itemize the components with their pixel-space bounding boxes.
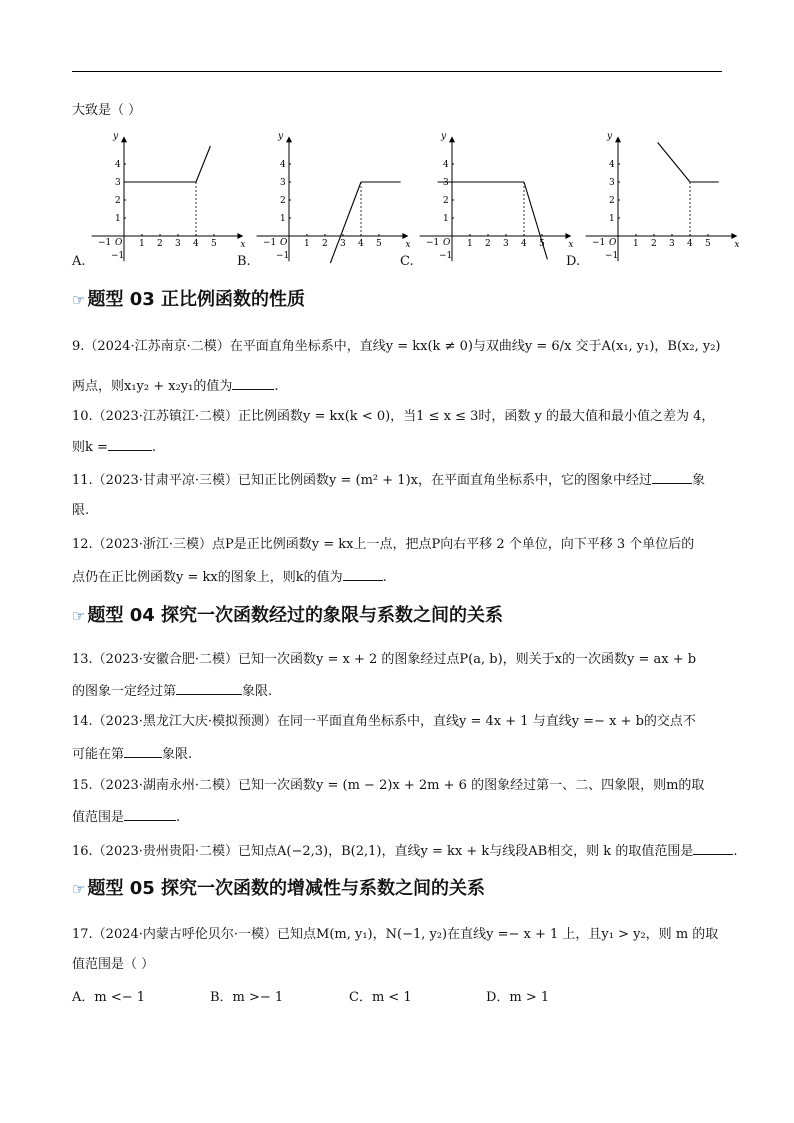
question-16-line-1: 16.（2023·贵州贵阳·二模）已知点A(−2,3)，B(2,1)，直线y = kx + k与线段AB相交，则 k 的取值范围是 .	[72, 844, 738, 859]
x-tick-label: −1	[263, 238, 277, 248]
graph-segment	[524, 182, 547, 259]
origin-label: O	[443, 238, 451, 248]
section-heading-03: ☞ 题型 03 正比例函数的性质	[72, 289, 306, 310]
question-15-line-1: 15.（2023·湖南永州·二模）已知一次函数y = (m − 2)x + 2m + 6 的图象经过第一、二、四象限，则m的取	[72, 778, 705, 793]
graph-segment	[658, 142, 690, 182]
question-12-line-1: 12.（2023·浙江·三模）点P是正比例函数y = kx上一点，把点P向右平移 2 个单位，向下平移 3 个单位后的	[72, 537, 695, 552]
y-tick-label: 4	[609, 160, 615, 170]
x-tick-label: 1	[304, 239, 310, 249]
answer-blank[interactable]	[124, 808, 176, 821]
graph-c[interactable]	[400, 126, 574, 269]
y-tick-label: 4	[443, 160, 449, 170]
x-tick-label: 3	[503, 239, 509, 249]
pointing-hand-icon: ☞	[72, 607, 86, 625]
origin-label: O	[280, 238, 288, 248]
graph-segment	[330, 182, 361, 263]
x-tick-label: 3	[340, 239, 346, 249]
header-rule	[72, 71, 722, 72]
section-heading-05: ☞ 题型 05 探究一次函数的增减性与系数之间的关系	[72, 878, 486, 899]
y-tick-label: 3	[280, 178, 286, 188]
question-11-line-1: 11.（2023·甘肃平凉·三模）已知正比例函数y = (m² + 1)x，在平面直角坐标系中，它的图象中经过 象	[72, 473, 705, 488]
answer-blank[interactable]	[124, 745, 162, 758]
option-label-c: C.	[400, 254, 414, 269]
question-14-line-1: 14.（2023·黑龙江大庆·模拟预测）在同一平面直角坐标系中，直线y = 4x + 1 与直线y =− x + b的交点不	[72, 714, 696, 729]
question-15-line-2: 值范围是 .	[72, 810, 181, 825]
question-17-line-1: 17.（2024·内蒙古呼伦贝尔·一模）已知点M(m, y₁)，N(−1, y₂)在直线y =− x + 1 上，且y₁ > y₂，则 m 的取	[72, 927, 719, 942]
x-tick-label: −1	[592, 238, 606, 248]
choice-d[interactable]: D．m > 1	[486, 990, 550, 1005]
graph-segment	[196, 146, 210, 182]
x-tick-label: 2	[157, 239, 163, 249]
x-axis-label: x	[405, 240, 411, 250]
x-tick-label: −1	[426, 238, 440, 248]
x-tick-label: 3	[669, 239, 675, 249]
choice-a[interactable]: A．m <− 1	[72, 990, 146, 1005]
option-label-d: D.	[566, 254, 581, 269]
pointing-hand-icon: ☞	[72, 880, 86, 898]
question-10-line-1: 10.（2023·江苏镇江·二模）正比例函数y = kx(k < 0)，当1 ≤ x ≤ 3时，函数 y 的最大值和最小值之差为 4，	[72, 409, 715, 424]
y-tick-label: −1	[276, 251, 290, 261]
y-tick-label: 1	[443, 214, 449, 224]
question-10-line-2: 则k = .	[72, 440, 157, 455]
graph-d[interactable]	[566, 126, 740, 269]
origin-label: O	[609, 238, 617, 248]
x-tick-label: 4	[358, 239, 364, 249]
option-label-a: A.	[72, 254, 86, 269]
y-tick-label: 2	[609, 196, 615, 206]
question-17-line-2: 值范围是（ ）	[72, 957, 155, 972]
x-tick-label: 2	[485, 239, 491, 249]
x-tick-label: 4	[193, 239, 199, 249]
y-tick-label: −1	[439, 251, 453, 261]
y-tick-label: 4	[115, 160, 121, 170]
y-tick-label: 3	[443, 178, 449, 188]
choice-b[interactable]: B．m >− 1	[210, 990, 284, 1005]
y-tick-label: 1	[115, 214, 121, 224]
x-tick-label: 5	[376, 239, 382, 249]
answer-blank[interactable]	[343, 568, 383, 581]
x-axis-label: x	[734, 240, 740, 250]
x-tick-label: −1	[98, 238, 112, 248]
y-axis-label: y	[113, 131, 119, 142]
x-tick-label: 1	[467, 239, 473, 249]
y-axis-arrow	[286, 136, 292, 142]
y-axis-arrow	[449, 136, 455, 142]
y-tick-label: 2	[443, 196, 449, 206]
x-tick-label: 1	[139, 239, 145, 249]
y-tick-label: 3	[609, 178, 615, 188]
x-tick-label: 4	[687, 239, 693, 249]
choice-c[interactable]: C．m < 1	[349, 990, 412, 1005]
y-tick-label: 2	[280, 196, 286, 206]
x-tick-label: 5	[705, 239, 711, 249]
origin-label: O	[115, 238, 123, 248]
y-axis-arrow	[615, 136, 621, 142]
x-axis-arrow	[731, 233, 737, 239]
answer-blank[interactable]	[108, 438, 152, 451]
question-9-line-2: 两点，则x₁y₂ + x₂y₁的值为 .	[72, 379, 279, 394]
y-axis-arrow	[121, 136, 127, 142]
option-label-b: B.	[237, 254, 251, 269]
y-tick-label: 2	[115, 196, 121, 206]
y-axis-label: y	[278, 131, 284, 142]
answer-blank[interactable]	[652, 471, 692, 484]
x-tick-label: 3	[175, 239, 181, 249]
pointing-hand-icon: ☞	[72, 291, 86, 309]
graph-b[interactable]	[237, 126, 411, 269]
y-tick-label: −1	[111, 251, 125, 261]
section-heading-04: ☞ 题型 04 探究一次函数经过的象限与系数之间的关系	[72, 605, 504, 626]
question-13-line-1: 13.（2023·安徽合肥·二模）已知一次函数y = x + 2 的图象经过点P(a, b)，则关于x的一次函数y = ax + b	[72, 652, 697, 667]
x-axis-label: x	[568, 240, 574, 250]
question-11-line-2: 限.	[72, 503, 90, 518]
y-tick-label: 1	[609, 214, 615, 224]
y-tick-label: −1	[605, 251, 619, 261]
graph-a[interactable]	[72, 126, 246, 269]
y-axis-label: y	[607, 131, 613, 142]
graph-options	[72, 126, 740, 272]
question-9-line-1: 9.（2024·江苏南京·二模）在平面直角坐标系中，直线y = kx(k ≠ 0)与双曲线y = 6/x 交于A(x₁, y₁)，B(x₂, y₂)	[72, 339, 721, 354]
answer-blank[interactable]	[232, 377, 274, 390]
x-tick-label: 1	[633, 239, 639, 249]
x-tick-label: 2	[322, 239, 328, 249]
x-tick-label: 5	[211, 239, 217, 249]
intro-text: 大致是（ ）	[72, 103, 142, 118]
question-13-line-2: 的图象一定经过第 象限.	[72, 684, 273, 699]
x-axis-label: x	[240, 240, 246, 250]
x-tick-label: 5	[539, 239, 545, 249]
x-tick-label: 4	[521, 239, 527, 249]
x-tick-label: 2	[651, 239, 657, 249]
answer-blank[interactable]	[176, 682, 242, 695]
question-14-line-2: 可能在第 象限.	[72, 747, 193, 762]
question-12-line-2: 点仍在正比例函数y = kx的图象上，则k的值为 .	[72, 570, 387, 585]
y-tick-label: 4	[280, 160, 286, 170]
answer-blank[interactable]	[693, 842, 733, 855]
y-axis-label: y	[441, 131, 447, 142]
y-tick-label: 1	[280, 214, 286, 224]
y-tick-label: 3	[115, 178, 121, 188]
